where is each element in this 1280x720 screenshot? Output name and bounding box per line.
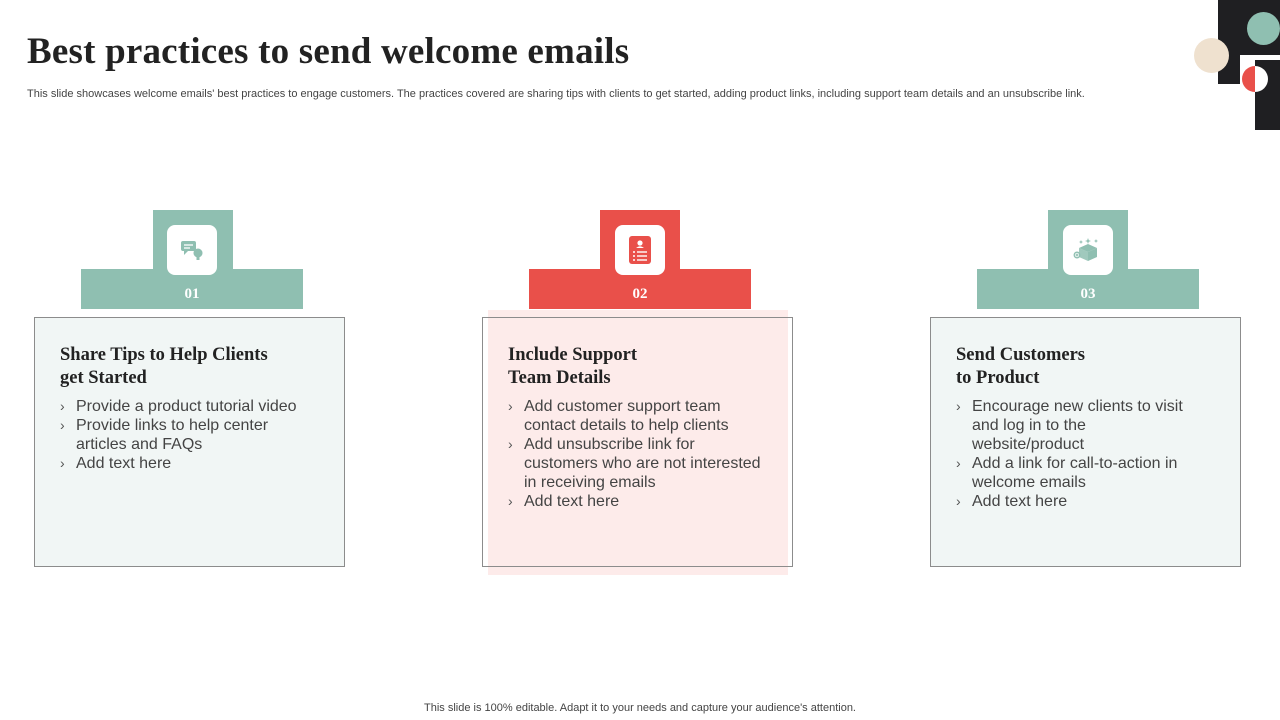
list-item [508,492,773,511]
card-title [60,344,320,390]
card-bullet-list [508,397,773,511]
bullet-chevron-icon: › [60,417,65,433]
bullet-chevron-icon: › [508,398,513,414]
bullet-text: Add text here [76,455,172,472]
bullet-text: Provide links to help center articles and FAQs [76,417,269,453]
bullet-chevron-icon: › [60,398,65,414]
contact-card-icon [615,225,665,275]
card-title-line-1: Include Support [508,345,638,365]
bullet-text: Add text here [524,493,620,510]
page-title: Best practices to send welcome emails [27,31,630,72]
bullet-text: Add text here [972,493,1068,510]
card-panel [34,317,345,567]
list-item [956,397,1221,454]
chat-lightbulb-icon [167,225,217,275]
card-title-line-1: Send Customers [956,345,1085,365]
practice-card-3 [930,210,1250,580]
bullet-text: Provide a product tutorial video [76,398,297,415]
list-item [508,435,773,492]
card-title [956,344,1216,390]
card-bullet-list [60,397,325,473]
card-title-line-2: to Product [956,368,1040,388]
card-number: 03 [1080,286,1096,302]
decor-teal-circle [1247,12,1280,45]
card-bullet-list [956,397,1221,511]
list-item [956,492,1221,511]
decor-red-half-circle [1242,66,1268,92]
card-number: 02 [632,286,648,302]
card-title-line-2: Team Details [508,368,611,388]
bullet-chevron-icon: › [956,493,961,509]
practice-card-2 [482,210,802,580]
product-box-icon [1063,225,1113,275]
bullet-chevron-icon: › [508,493,513,509]
bullet-text: Encourage new clients to visit and log in to the website/product [972,398,1183,453]
bullet-chevron-icon: › [956,398,961,414]
bullet-text: Add a link for call-to-action in welcome emails [972,455,1178,491]
page-subtitle: This slide showcases welcome emails' best practices to engage customers. The practices covered are sharing tips with clients to get started, adding product links, including support team details and an unsubscribe link. [27,88,1085,100]
bullet-chevron-icon: › [956,455,961,471]
card-title-line-2: get Started [60,368,147,388]
bullet-chevron-icon: › [60,455,65,471]
card-title [508,344,768,390]
footer-note: This slide is 100% editable. Adapt it to your needs and capture your audience's attention. [424,702,856,714]
practice-card-1 [34,210,354,580]
list-item [956,454,1221,492]
card-number: 01 [184,286,200,302]
list-item [60,397,325,416]
list-item [508,397,773,435]
bullet-chevron-icon: › [508,436,513,452]
decor-beige-circle [1194,38,1229,73]
bullet-text: Add unsubscribe link for customers who are not interested in receiving emails [524,436,761,491]
card-panel [930,317,1241,567]
list-item [60,454,325,473]
list-item [60,416,325,454]
card-title-line-1: Share Tips to Help Clients [60,345,268,365]
card-panel [482,317,793,567]
bullet-text: Add customer support team contact details to help clients [524,398,729,434]
